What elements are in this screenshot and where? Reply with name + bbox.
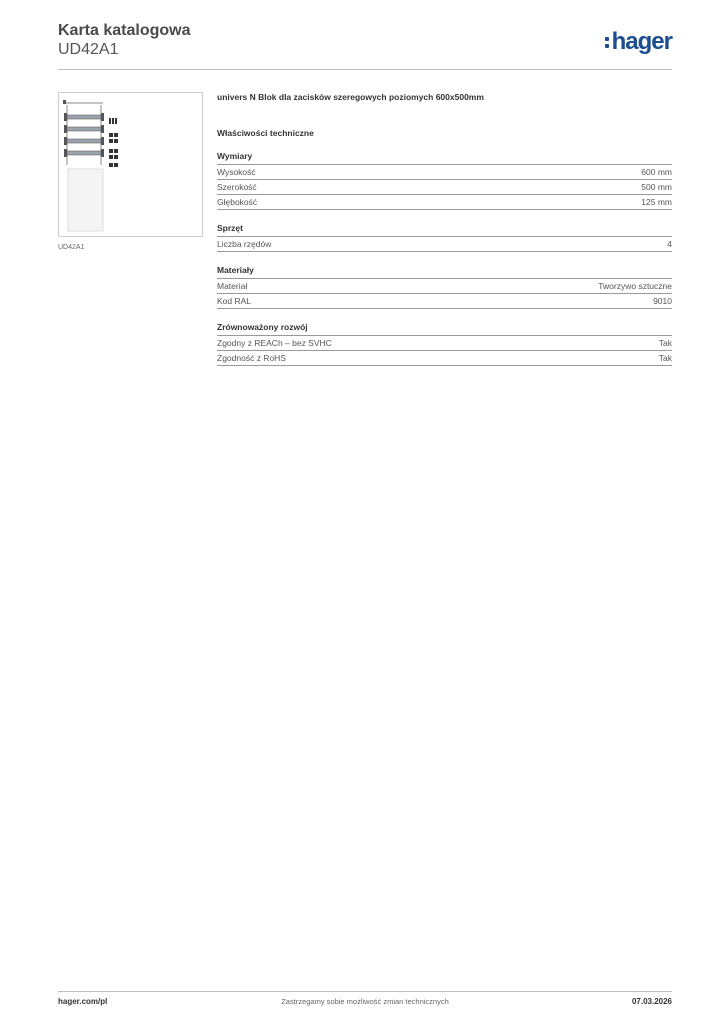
section-hardware bbox=[217, 223, 672, 252]
spec-row bbox=[217, 165, 672, 180]
section-dimensions bbox=[217, 151, 672, 210]
spec-row bbox=[217, 351, 672, 366]
spec-value: Tworzywo sztuczne bbox=[598, 281, 672, 291]
section-title: Materiały bbox=[217, 265, 672, 279]
product-title: univers N Blok dla zacisków szeregowych poziomych 600x500mm bbox=[217, 92, 484, 102]
image-caption: UD42A1 bbox=[58, 244, 85, 251]
enclosure-kit-icon bbox=[59, 93, 202, 236]
spec-label: Głębokość bbox=[217, 197, 258, 207]
spec-row bbox=[217, 195, 672, 210]
footer-disclaimer: Zastrzegamy sobie możliwość zmian technicznych bbox=[281, 997, 449, 1006]
spec-label: Wysokość bbox=[217, 167, 256, 177]
footer-website-link[interactable]: hager.com/pl bbox=[58, 997, 108, 1006]
spec-label: Zgodność z RoHS bbox=[217, 353, 286, 363]
hager-logo bbox=[605, 28, 672, 56]
document-title: Karta katalogowa bbox=[58, 22, 191, 39]
spec-value: 600 mm bbox=[641, 167, 672, 177]
page-header bbox=[58, 20, 672, 70]
spec-label: Zgodny z REACh – bez SVHC bbox=[217, 338, 332, 348]
spec-label: Liczba rzędów bbox=[217, 239, 272, 249]
spec-row bbox=[217, 336, 672, 351]
section-sustainability bbox=[217, 322, 672, 366]
section-materials bbox=[217, 265, 672, 309]
spec-value: 4 bbox=[667, 239, 672, 249]
logo-text: hager bbox=[611, 28, 672, 55]
spec-content bbox=[217, 92, 672, 379]
spec-row bbox=[217, 237, 672, 252]
logo-dots-icon bbox=[605, 37, 609, 48]
spec-label: Kod RAL bbox=[217, 296, 252, 306]
section-title: Zrównoważony rozwój bbox=[217, 322, 672, 336]
spec-row bbox=[217, 294, 672, 309]
spec-row bbox=[217, 180, 672, 195]
spec-value: Tak bbox=[658, 353, 672, 363]
spec-row bbox=[217, 279, 672, 294]
section-title: Wymiary bbox=[217, 151, 672, 165]
spec-value: Tak bbox=[658, 338, 672, 348]
product-code: UD42A1 bbox=[58, 41, 119, 58]
spec-value: 500 mm bbox=[641, 182, 672, 192]
header-divider bbox=[58, 69, 672, 70]
footer-date: 07.03.2026 bbox=[631, 997, 672, 1006]
spec-value: 9010 bbox=[653, 296, 672, 306]
spec-label: Materiał bbox=[217, 281, 248, 291]
tech-heading: Właściwości techniczne bbox=[217, 128, 314, 138]
spec-value: 125 mm bbox=[641, 197, 672, 207]
footer-divider bbox=[58, 991, 672, 992]
spec-label: Szerokość bbox=[217, 182, 257, 192]
section-title: Sprzęt bbox=[217, 223, 672, 237]
product-image bbox=[58, 92, 203, 237]
